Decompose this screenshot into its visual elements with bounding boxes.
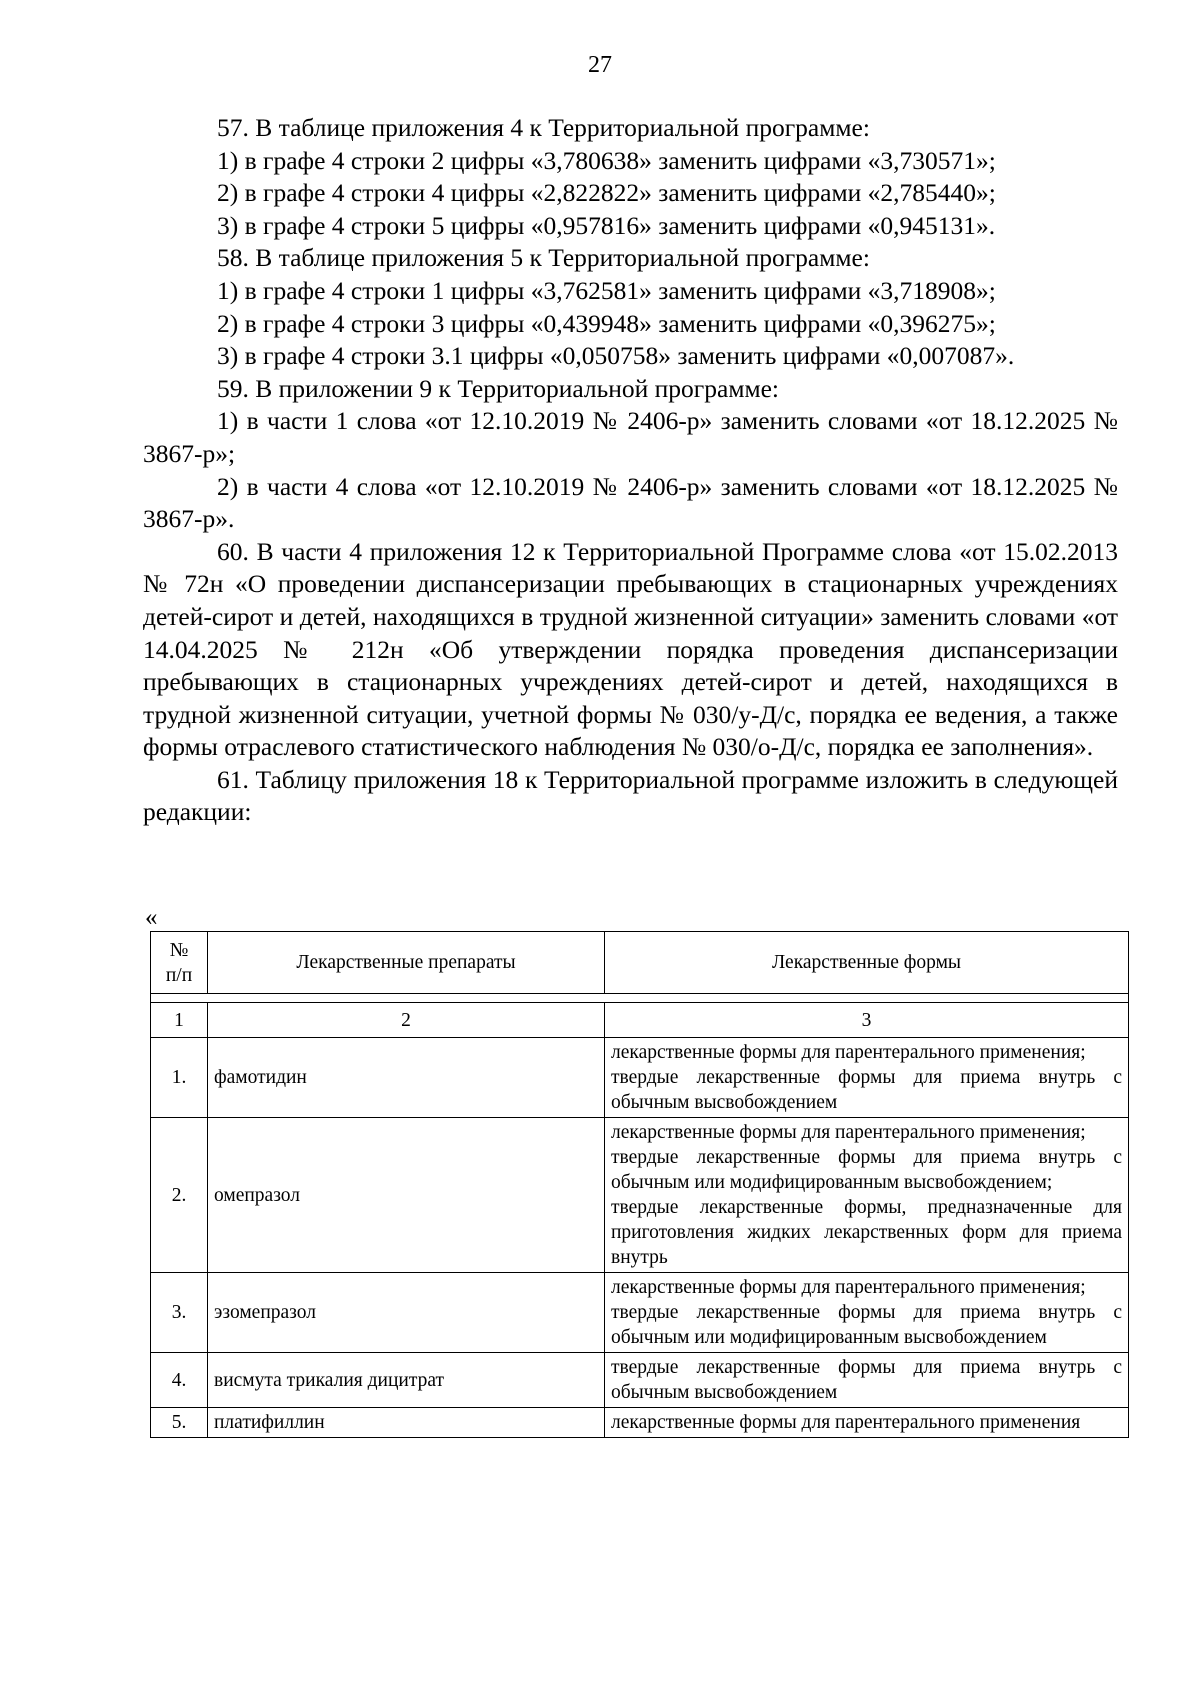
drug-form-line: лекарственные формы для парентерального применения;	[611, 1122, 1086, 1143]
table-header-row	[151, 932, 1129, 994]
column-number: 2	[208, 1003, 605, 1038]
row-number: 2.	[151, 1118, 208, 1273]
drug-forms	[605, 1353, 1129, 1408]
column-number: 3	[605, 1003, 1129, 1038]
drug-forms-table	[150, 931, 1129, 1438]
table-row	[151, 1273, 1129, 1353]
opening-quote-mark: «	[145, 904, 158, 931]
row-number: 5.	[151, 1408, 208, 1438]
drug-form-line: твердые лекарственные формы для приема внутрь с обычным высвобождением	[611, 1357, 1122, 1403]
paragraph-57-item-2: 2) в графе 4 строки 4 цифры «2,822822» заменить цифрами «2,785440»;	[217, 178, 996, 208]
column-numbers-row	[151, 1003, 1129, 1038]
page-number: 27	[588, 52, 612, 78]
drug-name: висмута трикалия дицитрат	[208, 1353, 605, 1408]
paragraph-57-item-3: 3) в графе 4 строки 5 цифры «0,957816» заменить цифрами «0,945131».	[217, 210, 996, 240]
drug-form-line: твердые лекарственные формы, предназначенные для приготовления жидких лекарственных форм для приема внутрь	[611, 1197, 1122, 1268]
paragraph-58-item-3: 3) в графе 4 строки 3.1 цифры «0,050758» заменить цифрами «0,007087».	[217, 341, 1015, 371]
table-row	[151, 1408, 1129, 1438]
header-number-abbr: п/п	[165, 964, 193, 986]
drug-form-line: лекарственные формы для парентерального применения;	[611, 1042, 1086, 1063]
row-number: 1.	[151, 1038, 208, 1118]
paragraph-58-item-2: 2) в графе 4 строки 3 цифры «0,439948» заменить цифрами «0,396275»;	[217, 308, 996, 338]
row-number: 3.	[151, 1273, 208, 1353]
drug-forms	[605, 1408, 1129, 1438]
table-row	[151, 1038, 1129, 1118]
column-number: 1	[151, 1003, 208, 1038]
paragraph-57-item-1: 1) в графе 4 строки 2 цифры «3,780638» заменить цифрами «3,730571»;	[217, 145, 996, 175]
paragraph-57: 57. В таблице приложения 4 к Территориальной программе:	[217, 113, 870, 142]
paragraph-58-item-1: 1) в графе 4 строки 1 цифры «3,762581» заменить цифрами «3,718908»;	[217, 275, 996, 305]
table-row	[151, 1118, 1129, 1273]
drug-name: омепразол	[208, 1118, 605, 1273]
table-header-gap	[151, 994, 1129, 1003]
table-row	[151, 1353, 1129, 1408]
paragraph-60: 60. В части 4 приложения 12 к Территориальной Программе слова «от 15.02.2013 № 72н «О проведении диспансеризации пребывающих в стационарных учреждениях детей-сирот и детей, находящихся в трудной жизненной ситуации» заменить словами «от 14.04.2025 № 212н «Об утверждении порядка проведения диспансеризации пребывающих в стационарных учреждениях детей-сирот и детей, находящихся в трудной жизненной ситуации, учетной формы № 030/у-Д/с, порядка ее ведения, а также формы отраслевого статистического наблюдения № 030/о-Д/с, порядка ее заполнения».	[143, 536, 1118, 762]
drug-form-line: лекарственные формы для парентерального применения;	[611, 1277, 1086, 1298]
drug-form-line: лекарственные формы для парентерального применения	[611, 1412, 1081, 1433]
drug-forms	[605, 1273, 1129, 1353]
paragraph-59-item-1: 1) в части 1 слова «от 12.10.2019 № 2406-р» заменить словами «от 18.12.2025 № 3867-р»;	[143, 406, 1118, 468]
drug-name: эзомепразол	[208, 1273, 605, 1353]
paragraph-59-item-2: 2) в части 4 слова «от 12.10.2019 № 2406-р» заменить словами «от 18.12.2025 № 3867-р».	[143, 471, 1118, 534]
drug-form-line: твердые лекарственные формы для приема внутрь с обычным или модифицированным высвобождением	[611, 1302, 1122, 1348]
header-drug: Лекарственные препараты	[208, 932, 605, 994]
paragraph-59: 59. В приложении 9 к Территориальной программе:	[217, 373, 780, 403]
header-divider	[151, 994, 1129, 1003]
drug-name: платифиллин	[208, 1408, 605, 1438]
drug-forms	[605, 1118, 1129, 1273]
drug-forms	[605, 1038, 1129, 1118]
header-forms: Лекарственные формы	[605, 932, 1129, 994]
paragraph-61: 61. Таблицу приложения 18 к Территориальной программе изложить в следующей редакции:	[143, 764, 1118, 827]
row-number: 4.	[151, 1353, 208, 1408]
header-number	[151, 932, 208, 994]
document-body	[143, 112, 1118, 829]
drug-form-line: твердые лекарственные формы для приема внутрь с обычным высвобождением	[611, 1067, 1122, 1113]
paragraph-58: 58. В таблице приложения 5 к Территориальной программе:	[217, 243, 870, 273]
header-number-sign: №	[169, 939, 189, 961]
drug-form-line: твердые лекарственные формы для приема внутрь с обычным или модифицированным высвобождением;	[611, 1147, 1122, 1193]
drug-name: фамотидин	[208, 1038, 605, 1118]
